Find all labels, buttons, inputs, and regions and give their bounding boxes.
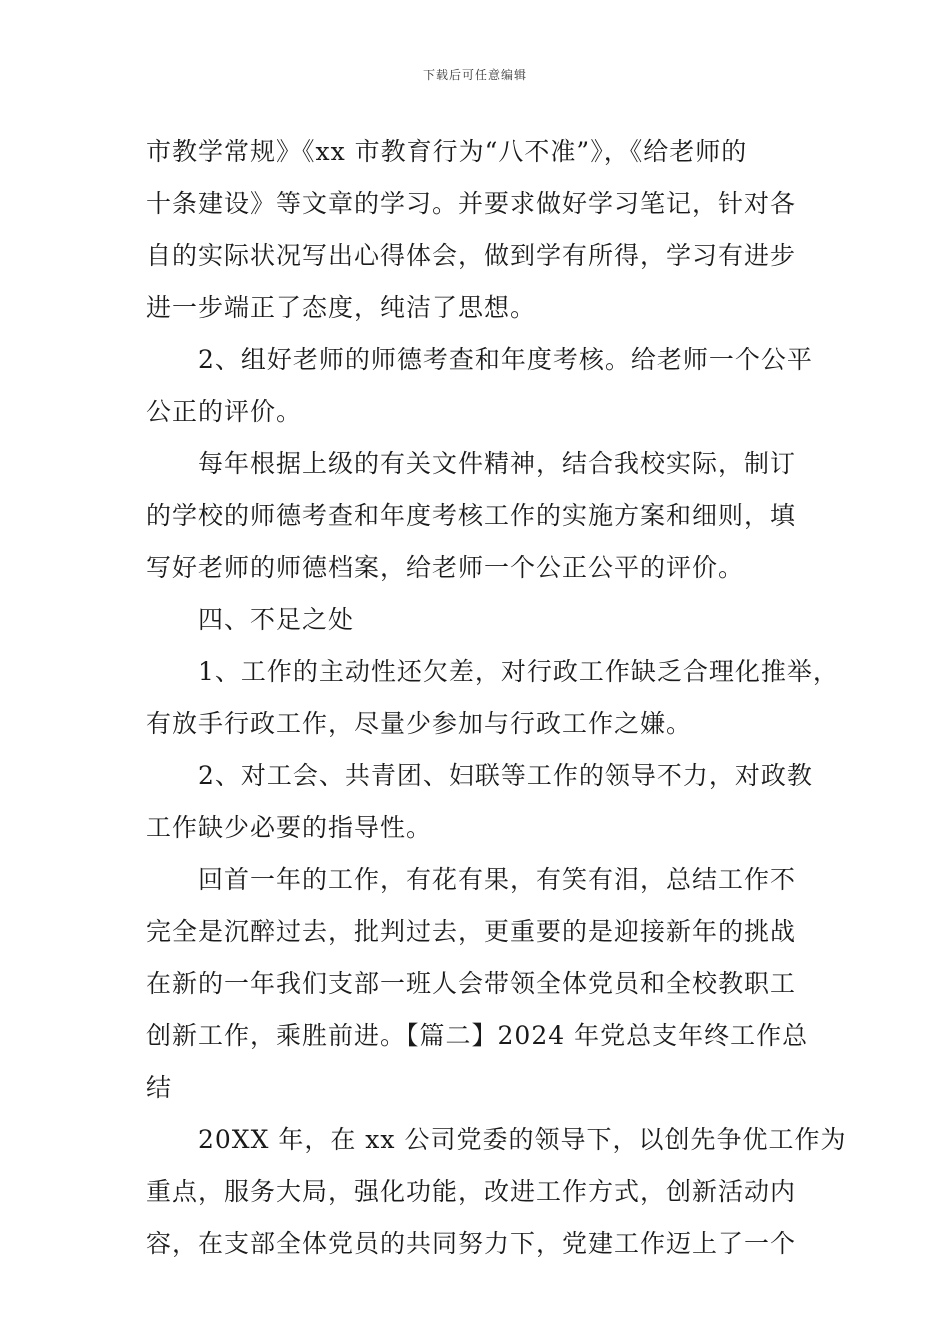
text-line: 回首一年的工作，有花有果，有笑有泪，总结工作不 xyxy=(198,865,797,894)
text-line: 写好老师的师德档案，给老师一个公正公平的评价。 xyxy=(146,553,745,582)
text-line: 十条建设》等文章的学习。并要求做好学习笔记，针对各 xyxy=(146,189,797,218)
text-line: 创新工作，乘胜前进。【篇二】2024 年党总支年终工作总 xyxy=(146,1021,809,1050)
text-line: 20XX 年，在 xx 公司党委的领导下，以创先争优工作为 xyxy=(198,1125,847,1154)
text-line: 容，在支部全体党员的共同努力下，党建工作迈上了一个 xyxy=(146,1229,797,1258)
text-line: 重点，服务大局，强化功能，改进工作方式，创新活动内 xyxy=(146,1177,797,1206)
text-line: 结 xyxy=(146,1073,173,1102)
text-line: 完全是沉醉过去，批判过去，更重要的是迎接新年的挑战 xyxy=(146,917,797,946)
page-header: 下载后可任意编辑 xyxy=(422,68,527,82)
text-line: 工作缺少必要的指导性。 xyxy=(146,813,433,842)
text-line: 的学校的师德考查和年度考核工作的实施方案和细则，填 xyxy=(146,501,797,530)
text-line: 每年根据上级的有关文件精神，结合我校实际，制订 xyxy=(198,449,797,478)
text-line: 公正的评价。 xyxy=(146,397,303,426)
text-line: 2、对工会、共青团、妇联等工作的领导不力，对政教 xyxy=(198,761,813,790)
text-line: 市教学常规》《xx 市教育行为“八不准”》，《给老师的 xyxy=(146,137,748,166)
text-line: 在新的一年我们支部一班人会带领全体党员和全校教职工 xyxy=(146,969,797,998)
section-heading: 四、不足之处 xyxy=(198,605,355,634)
text-line: 有放手行政工作，尽量少参加与行政工作之嫌。 xyxy=(146,709,693,738)
text-line: 2、组好老师的师德考查和年度考核。给老师一个公平 xyxy=(198,345,813,374)
text-line: 自的实际状况写出心得体会，做到学有所得，学习有进步 xyxy=(146,241,797,270)
text-line: 1、工作的主动性还欠差，对行政工作缺乏合理化推举， xyxy=(198,657,839,686)
document-body xyxy=(146,126,847,1270)
text-line: 进一步端正了态度，纯洁了思想。 xyxy=(146,293,537,322)
